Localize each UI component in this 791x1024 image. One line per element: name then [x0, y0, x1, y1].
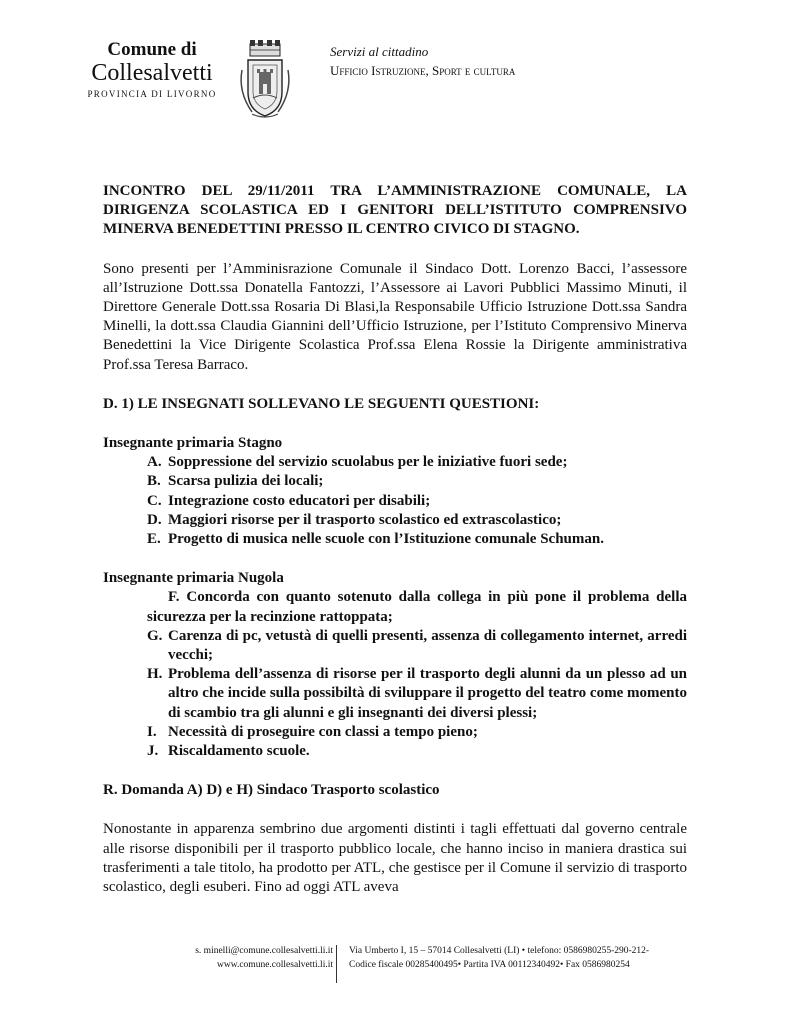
list-item: C. Integrazione costo educatori per disabili;: [147, 492, 431, 509]
list-item: H. Problema dell’assenza di risorse per il trasporto degli alunni da un plesso ad un altro che incide sulla possibiltà di sviluppare il progetto del teatro come momento di scambio tra gli alunni e gli insegnanti dei diversi plessi;: [147, 666, 687, 721]
list-item: I. Necessità di proseguire con classi a tempo pieno;: [147, 723, 478, 740]
section-r-heading: R. Domanda A) D) e H) Sindaco Trasporto scolastico: [103, 782, 440, 799]
logo-line-3: PROVINCIA DI LIVORNO: [87, 89, 217, 99]
logo-line-1: Comune di: [107, 39, 197, 60]
list-item: D. Maggiori risorse per il trasporto scolastico ed extrascolastico;: [147, 511, 562, 528]
department-header: [330, 44, 515, 79]
section-d-heading: D. 1) LE INSEGNATI SOLLEVANO LE SEGUENTI QUESTIONI:: [103, 395, 540, 412]
list-item: E. Progetto di musica nelle scuole con l’Istituzione comunale Schuman.: [147, 531, 604, 548]
footer-divider: [336, 945, 337, 983]
nugola-issues-list: [103, 588, 687, 761]
list-item: F. Concorda con quanto sotenuto dalla collega in più pone il problema della sicurezza per la recinzione rattoppata;: [147, 589, 688, 625]
stagno-issues-list: [103, 453, 687, 549]
footer-website[interactable]: www.comune.collesalvetti.li.it: [217, 960, 333, 970]
list-item: B. Scarsa pulizia dei locali;: [147, 473, 324, 490]
response-paragraph: Nonostante in apparenza sembrino due argomenti distinti i tagli effettuati dal governo centrale alle risorse disponibili per il trasporto pubblico locale, che hanno inciso in maniera drastica sui trasferimenti a tale titolo, ha prodotto per ATL, che gestisce per il Comune il servizio di trasporto scolastico, degli esuberi. Fino ad oggi ATL aveva: [103, 821, 687, 896]
footer-fiscal-info: Codice fiscale 00285400495• Partita IVA 00112340492• Fax 0586980254: [349, 960, 630, 970]
department-office: Ufficio Istruzione, Sport e cultura: [330, 63, 516, 78]
document-body: [103, 182, 687, 897]
municipality-logo-text: [72, 40, 232, 99]
list-item: J. Riscaldamento scuole.: [147, 743, 310, 760]
stagno-heading: Insegnante primaria Stagno: [103, 435, 283, 452]
footer-email[interactable]: s. minelli@comune.collesalvetti.li.it: [195, 946, 333, 956]
list-item: A. Soppressione del servizio scuolabus per le iniziative fuori sede;: [147, 454, 568, 471]
footer-address: Via Umberto I, 15 – 57014 Collesalvetti (LI) • telefono: 0586980255-290-212-: [349, 946, 650, 956]
meeting-title: INCONTRO DEL 29/11/2011 TRA L’AMMINISTRAZIONE COMUNALE, LA DIRIGENZA SCOLASTICA ED I GENITORI DELL’ISTITUTO COMPRENSIVO MINERVA BENEDETTINI PRESSO IL CENTRO CIVICO DI STAGNO.: [103, 183, 687, 238]
coat-of-arms-icon: [236, 40, 294, 120]
attendees-paragraph: Sono presenti per l’Amminisrazione Comunale il Sindaco Dott. Lorenzo Bacci, l’assessore all’Istruzione Dott.ssa Donatella Fantozzi, l’Assessore ai Lavori Pubblici Massimo Minuti, il Direttore Generale Dott.ssa Rosaria Di Blasi,la Responsabile Ufficio Istruzione Dott.ssa Sandra Minelli, la dott.ssa Claudia Giannini dell’Ufficio Istruzione, per l’Istituto Comprensivo Minerva Benedettini la Vice Dirigente Scolastica Prof.ssa Elena Rossie la Dirigente amministrativa Prof.ssa Teresa Barraco.: [103, 260, 687, 373]
logo-line-2: Collesalvetti: [91, 60, 213, 86]
department-service: Servizi al cittadino: [330, 44, 429, 59]
nugola-heading: Insegnante primaria Nugola: [103, 570, 284, 587]
list-item: G. Carenza di pc, vetustà di quelli presenti, assenza di collegamento internet, arredi vecchi;: [147, 627, 687, 664]
